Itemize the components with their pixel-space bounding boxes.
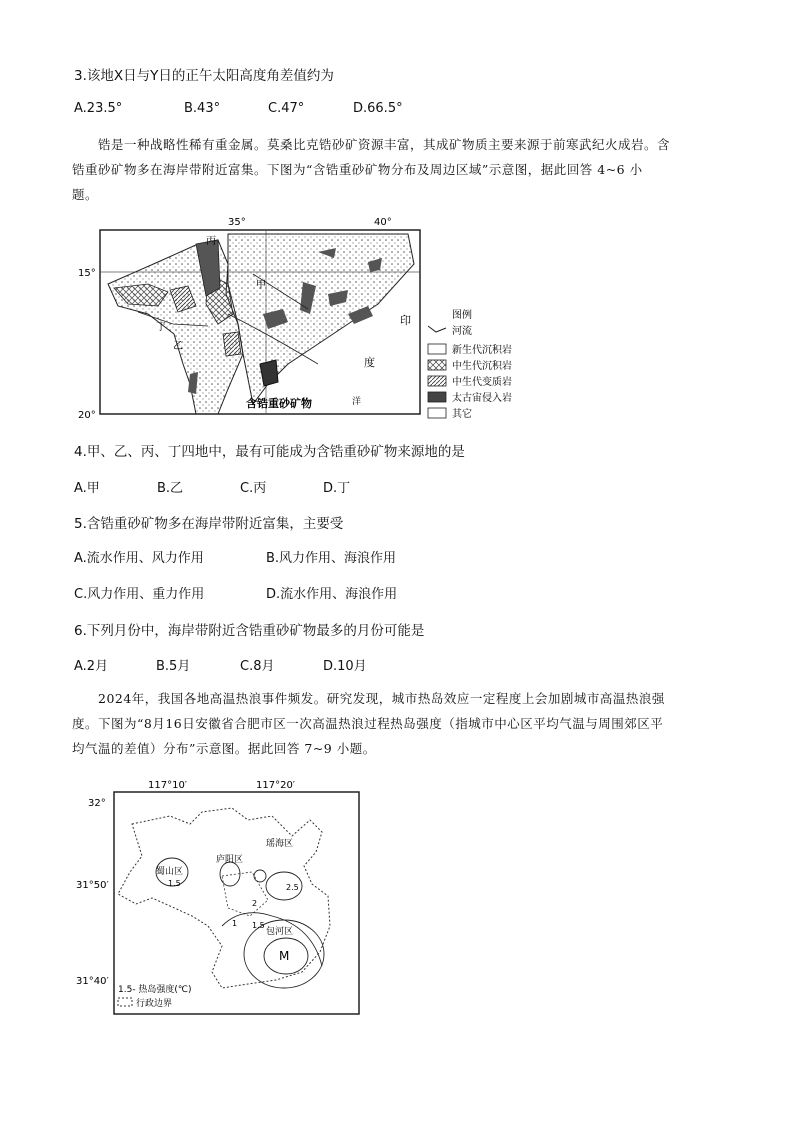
q3-option-b: B.43°	[184, 101, 221, 116]
river-icon	[428, 326, 446, 332]
q6-stem: 6.下列月份中，海岸带附近含锆重砂矿物最多的月份可能是	[74, 623, 425, 639]
map1-place-bing: 丙	[206, 236, 216, 247]
q3-option-a: A.23.5°	[74, 101, 123, 116]
map2-lat3: 31°40′	[76, 976, 109, 987]
q4-option-a: A.甲	[74, 481, 100, 496]
q6-option-b: B.5月	[156, 659, 191, 674]
isoline-1-5: 1.5	[168, 879, 181, 888]
q5-option-d: D.流水作用、海浪作用	[266, 587, 398, 602]
map1-lon2: 40°	[374, 217, 392, 228]
point-m: M	[279, 949, 290, 963]
isoline-2: 2	[252, 899, 258, 908]
legend-cenozoic-sed: 新生代沉积岩	[452, 345, 512, 356]
map2-lat1: 32°	[88, 798, 106, 809]
map1-sea1: 印	[400, 314, 411, 327]
q3-option-d: D.66.5°	[353, 101, 403, 116]
passage2	[72, 686, 732, 761]
map1-place-ding: 丁	[156, 322, 166, 333]
map2-legend-heat: 1.5- 热岛强度(℃)	[118, 985, 192, 995]
heat-island-map	[72, 776, 372, 1021]
passage2-line2: 度。下图为“8月16日安徽省合肥市区一次高温热浪过程热岛强度（指城市中心区平均气温与周围郊区平	[72, 716, 664, 731]
q4-option-c: C.丙	[240, 481, 267, 496]
passage1-line1: 锆是一种战略性稀有重金属。莫桑比克锆砂矿资源丰富，其成矿物质主要来源于前寒武纪火成岩。含	[98, 137, 671, 152]
passage2-line3: 均气温的差值）分布”示意图。据此回答 7~9 小题。	[72, 741, 376, 756]
passage1	[72, 132, 732, 207]
legend-river: 河流	[452, 326, 472, 337]
passage2-line1: 2024年，我国各地高温热浪事件频发。研究发现，城市热岛效应一定程度上会加剧城市高温热浪强	[98, 691, 665, 706]
zircon-map	[78, 214, 458, 424]
q6-option-a: A.2月	[74, 659, 109, 674]
map1-sea2: 度	[364, 356, 375, 369]
q4-stem: 4.甲、乙、丙、丁四地中，最有可能成为含锆重砂矿物来源地的是	[74, 444, 465, 460]
map1-lat1: 15°	[78, 268, 96, 279]
isoline-2-5: 2.5	[286, 883, 299, 892]
legend-archean: 太古宙侵入岩	[452, 393, 512, 404]
district-shushan: 蜀山区	[156, 867, 184, 877]
q5-stem: 5.含锆重砂矿物多在海岸带附近富集，主要受	[74, 516, 344, 532]
map1-lat2: 20°	[78, 410, 96, 421]
legend-mesozoic-meta: 中生代变质岩	[452, 377, 512, 388]
q6-option-d: D.10月	[323, 659, 367, 674]
map1-mineral-label: 含锆重砂矿物	[246, 397, 312, 410]
map1-place-jia: 甲	[256, 280, 266, 291]
q3-stem: 3.该地X日与Y日的正午太阳高度角差值约为	[74, 68, 334, 84]
zircon-map-legend	[424, 308, 534, 420]
q5-option-a: A.流水作用、风力作用	[74, 551, 204, 566]
map1-lon1: 35°	[228, 217, 246, 228]
passage1-line3: 题。	[72, 187, 99, 202]
legend-title: 图例	[452, 310, 472, 321]
map2-lon2: 117°20′	[256, 780, 296, 791]
map2-legend-boundary: 行政边界	[136, 999, 173, 1009]
district-yaohai: 瑶海区	[266, 839, 294, 849]
map1-place-yi: 乙	[173, 341, 183, 352]
district-luyang: 庐阳区	[216, 855, 244, 865]
legend-mesozoic-sed: 中生代沉积岩	[452, 361, 512, 372]
legend-other: 其它	[452, 409, 472, 420]
q3-option-c: C.47°	[268, 101, 305, 116]
map2-lat2: 31°50′	[76, 880, 109, 891]
passage1-line2: 锆重砂矿物多在海岸带附近富集。下图为“含锆重砂矿物分布及周边区域”示意图，据此回答 4~6 小	[72, 162, 643, 177]
isoline-1: 1	[232, 919, 238, 928]
q5-option-b: B.风力作用、海浪作用	[266, 551, 397, 566]
q4-option-b: B.乙	[157, 481, 184, 496]
map2-lon1: 117°10′	[148, 780, 188, 791]
map1-sea3: 洋	[352, 397, 362, 407]
q5-option-c: C.风力作用、重力作用	[74, 587, 205, 602]
isoline-1-5b: 1.5	[252, 921, 265, 930]
q6-option-c: C.8月	[240, 659, 275, 674]
district-baohe: 包河区	[266, 927, 294, 937]
q4-option-d: D.丁	[323, 481, 351, 496]
